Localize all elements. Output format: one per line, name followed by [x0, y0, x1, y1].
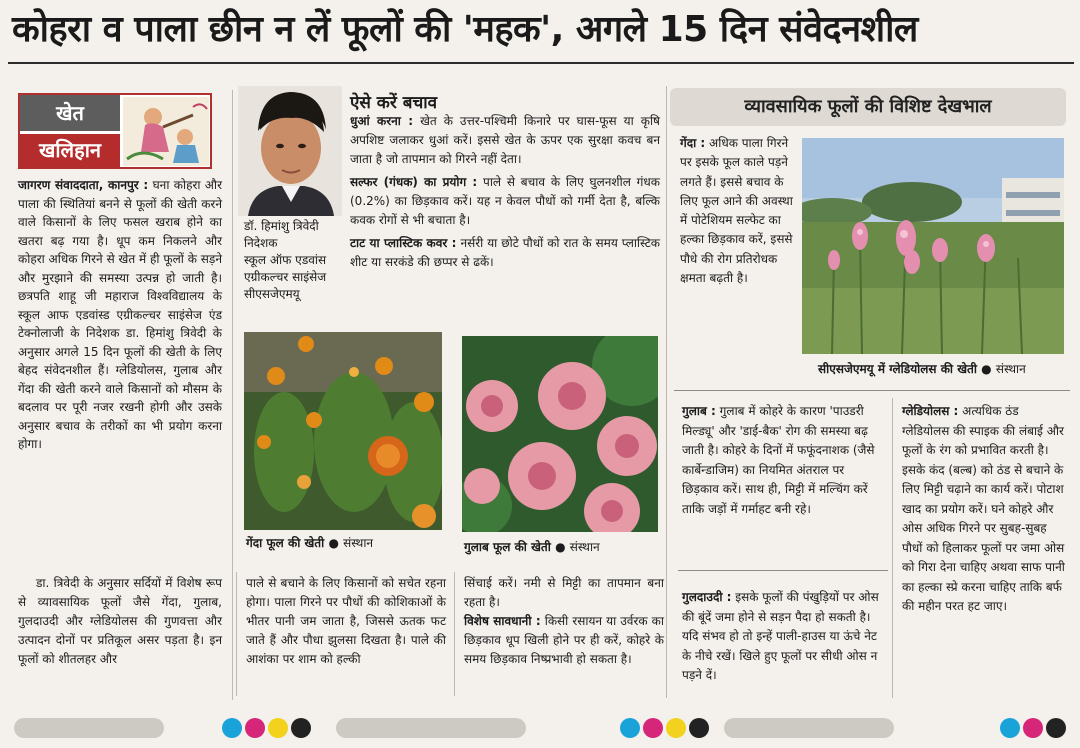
box-divider: [892, 398, 893, 698]
headline-rule: [8, 62, 1074, 64]
registration-bar: [724, 718, 894, 738]
marigold-source: संस्थान: [343, 536, 374, 550]
gladiolus-source: संस्थान: [995, 362, 1026, 376]
expert-title: निदेशक: [244, 236, 278, 250]
genda-body: अधिक पाला गिरने पर इसके फूल काले पड़ने लगते हैं। इससे बचाव के लिए फूल आने की अवस्था में पोटेशियम सल्फेट का हल्का छिड़काव करें, इससे पौधे की रोग प्रतिरोधक क्षमता बढ़ती है।: [680, 136, 793, 286]
box-rule: [678, 570, 888, 571]
black-dot: [291, 718, 311, 738]
magenta-dot: [643, 718, 663, 738]
color-registration-dots: [222, 718, 314, 742]
gulab-text: [682, 402, 882, 519]
col3-lead: विशेष सावधानी :: [464, 614, 541, 628]
gulab-body: गुलाब में कोहरे के कारण 'पाउडरी मिल्ड्यू' और 'डाई-बैक' रोग की समस्या बढ़ जाती है। कोहरे के दिनों में फफूंदनाशक (जैसे कार्बेन्डाजिम) का नियमित अंतराल पर छिड़काव करें। साथ ही, मिट्टी में मल्चिंग करें ताकि जड़ों में गर्माहट बनी रहे।: [682, 404, 875, 516]
gulab-lead: गुलाब :: [682, 404, 716, 418]
intro-paragraph: घना कोहरा और पाला की स्थितियां बनने से फूलों की खेती करने वाले किसानों के लिए फसल खराब होने का खतरा बढ़ गया है। धूप कम निकलने और कोहरा अधिक गिरने से खेत में ही फूलों के सड़ने और मुरझाने की समस्या उत्पन्न हो जाती है। छत्रपति शाहू जी महाराज विश्वविद्यालय के स्कूल आफ एडवांस्ड एग्रीकल्चर साइंसेज एंड टेक्नोलाजी के निदेशक डा. हिमांशु त्रिवेदी के अनुसार अगले 15 दिन फूलों की खेती के लिए बेहद संवेदनशील हैं। ग्लेडियोलस, गुलाब और गेंदा की खेती करने वाले किसानों को मौसम के बदलाव पर पूरी नजर रखनी होगी और उसके अनुसार बचाव के तरीकों का भी प्रयोग करना होगा।: [18, 178, 222, 451]
column-divider: [236, 572, 237, 696]
gladiolus-lead: ग्लेडियोलस :: [902, 404, 959, 418]
col2-bottom-text: पाले से बचाने के लिए किसानों को सचेत रहना होगा। पाला गिरने पर पौधों की कोशिकाओं के भीतर पानी जम जाता है, जिससे ऊतक फट जाते हैं और पौधा झुलसा दिखता है। पाले की आशंका पर शाम को हल्की: [246, 576, 446, 666]
bullet-icon: ●: [328, 536, 339, 550]
badge-khalihan: खलिहान: [20, 134, 120, 167]
cyan-dot: [620, 718, 640, 738]
column-divider: [232, 90, 233, 700]
cyan-dot: [1000, 718, 1020, 738]
byline-dateline: जागरण संवाददाता, कानपुर :: [18, 178, 149, 192]
col3-paragraph-2: किसी रसायन या उर्वरक का छिड़काव धूप खिली होने पर ही करें, कोहरे के समय छिड़काव निष्प्रभावी हो सकता है।: [464, 614, 664, 666]
yellow-dot: [666, 718, 686, 738]
headline: कोहरा व पाला छीन न लें फूलों की 'महक', अगले 15 दिन संवेदनशील: [12, 9, 918, 50]
column-divider: [454, 572, 455, 696]
bachav-item1-lead: धुआं करना :: [350, 114, 414, 128]
expert-byline: [244, 218, 354, 303]
expert-university: सीएसजेएमयू: [244, 287, 300, 301]
section-title-bachav: ऐसे करें बचाव: [350, 93, 438, 113]
col3-paragraph-1: सिंचाई करें। नमी से मिट्टी का तापमान बना रहता है।: [464, 576, 664, 609]
guldaudi-text: [682, 588, 882, 686]
guldaudi-lead: गुलदाउदी :: [682, 590, 732, 604]
gladiolus-caption-text: सीएसजेएमयू में ग्लेडियोलस की खेती: [818, 362, 977, 376]
badge-khet: खेत: [20, 95, 120, 131]
magenta-dot: [1023, 718, 1043, 738]
intro-paragraph-2: डा. त्रिवेदी के अनुसार सर्दियों में विशेष रूप से व्यावसायिक फूलों जैसे गेंदा, गुलाब, गुलदाउदी और ग्लेडियोलस की गुणवत्ता और उत्पादन दोनों पर प्रतिकूल असर पड़ता है। इन फूलों को शीतलहर और: [18, 576, 222, 666]
expert-dept-2: एग्रीकल्चर साइंसेज: [244, 270, 327, 284]
expert-dept-1: स्कूल ऑफ एडवांस: [244, 253, 327, 267]
rose-caption: [464, 538, 600, 555]
genda-text: [680, 134, 798, 288]
bachav-item2: पाले से बचाव के लिए घुलनशील गंधक (0.2%) का छिड़काव करें। यह न केवल पौधों को गर्मी देता है, बल्कि कवक रोगों से भी बचाता है।: [350, 175, 660, 227]
portrait-photo: [238, 86, 342, 216]
guldaudi-body: इसके फूलों की पंखुड़ियों पर ओस की बूंदें जमा होने से सड़न पैदा हो सकती है। यदि संभव हो तो इन्हें पाली-हाउस या ऊंचे नेट के नीचे रखें। खिले हुए फूलों पर सीधी ओस न पड़ने दें।: [682, 590, 879, 682]
bachav-item3-lead: टाट या प्लास्टिक कवर :: [350, 236, 457, 250]
black-dot: [1046, 718, 1066, 738]
black-dot: [689, 718, 709, 738]
col3-bottom-text: [464, 574, 664, 669]
expert-name: डॉ. हिमांशु त्रिवेदी: [244, 219, 319, 233]
box-rule: [674, 390, 1070, 391]
bachav-item1: खेत के उत्तर-पश्चिमी किनारे पर घास-फूस या कृषि अपशिष्ट जलाकर धुआं करें। इससे खेत के ऊपर एक सुरक्षा कवच बन जाता है जो तापमान को गिरने नहीं देता।: [350, 114, 660, 166]
bachav-item2-lead: सल्फर (गंधक) का प्रयोग :: [350, 175, 478, 189]
cyan-dot: [222, 718, 242, 738]
box-divider: [666, 86, 667, 698]
bachav-item3: नर्सरी या छोटे पौधों को रात के समय प्लास्टिक शीट या सरकंडे की छप्पर से ढकें।: [350, 236, 660, 269]
magenta-dot: [245, 718, 265, 738]
rose-source: संस्थान: [569, 540, 600, 554]
gladiolus-caption: [818, 360, 1026, 377]
marigold-caption: [246, 534, 373, 551]
marigold-photo: [244, 332, 442, 530]
registration-bar: [336, 718, 526, 738]
genda-lead: गेंदा :: [680, 136, 706, 150]
rose-photo: [462, 336, 658, 532]
bachav-list: [350, 112, 660, 272]
color-registration-dots: [620, 718, 712, 742]
gladiolus-text: [902, 402, 1068, 617]
gladiolus-body: अत्यधिक ठंड ग्लेडियोलस की स्पाइक की लंबाई और फूलों के रंग को प्रभावित करती है। इसके कंद (बल्ब) को ठंड से बचाने के लिए मिट्टी चढ़ाने का कार्य करें। पोटाश खाद का प्रयोग करें। घने कोहरे और ओस अधिक गिरने पर सुबह-सुबह पौधों को हिलाकर फूलों पर जमा ओस को गिरा देना चाहिए अथवा साफ पानी का हल्का स्प्रे करना चाहिए ताकि बर्फ की महीन परत हट जाए।: [902, 404, 1065, 613]
gladiolus-photo: [802, 138, 1064, 354]
box-title: व्यावसायिक फूलों की विशिष्ट देखभाल: [670, 88, 1066, 126]
rose-caption-text: गुलाब फूल की खेती: [464, 540, 551, 554]
bullet-icon: ●: [981, 362, 992, 376]
registration-bar: [14, 718, 164, 738]
marigold-caption-text: गेंदा फूल की खेती: [246, 536, 325, 550]
color-registration-dots: [1000, 718, 1069, 742]
intro-text: [18, 176, 222, 454]
yellow-dot: [268, 718, 288, 738]
farmer-illustration: [123, 97, 209, 166]
bullet-icon: ●: [555, 540, 566, 554]
